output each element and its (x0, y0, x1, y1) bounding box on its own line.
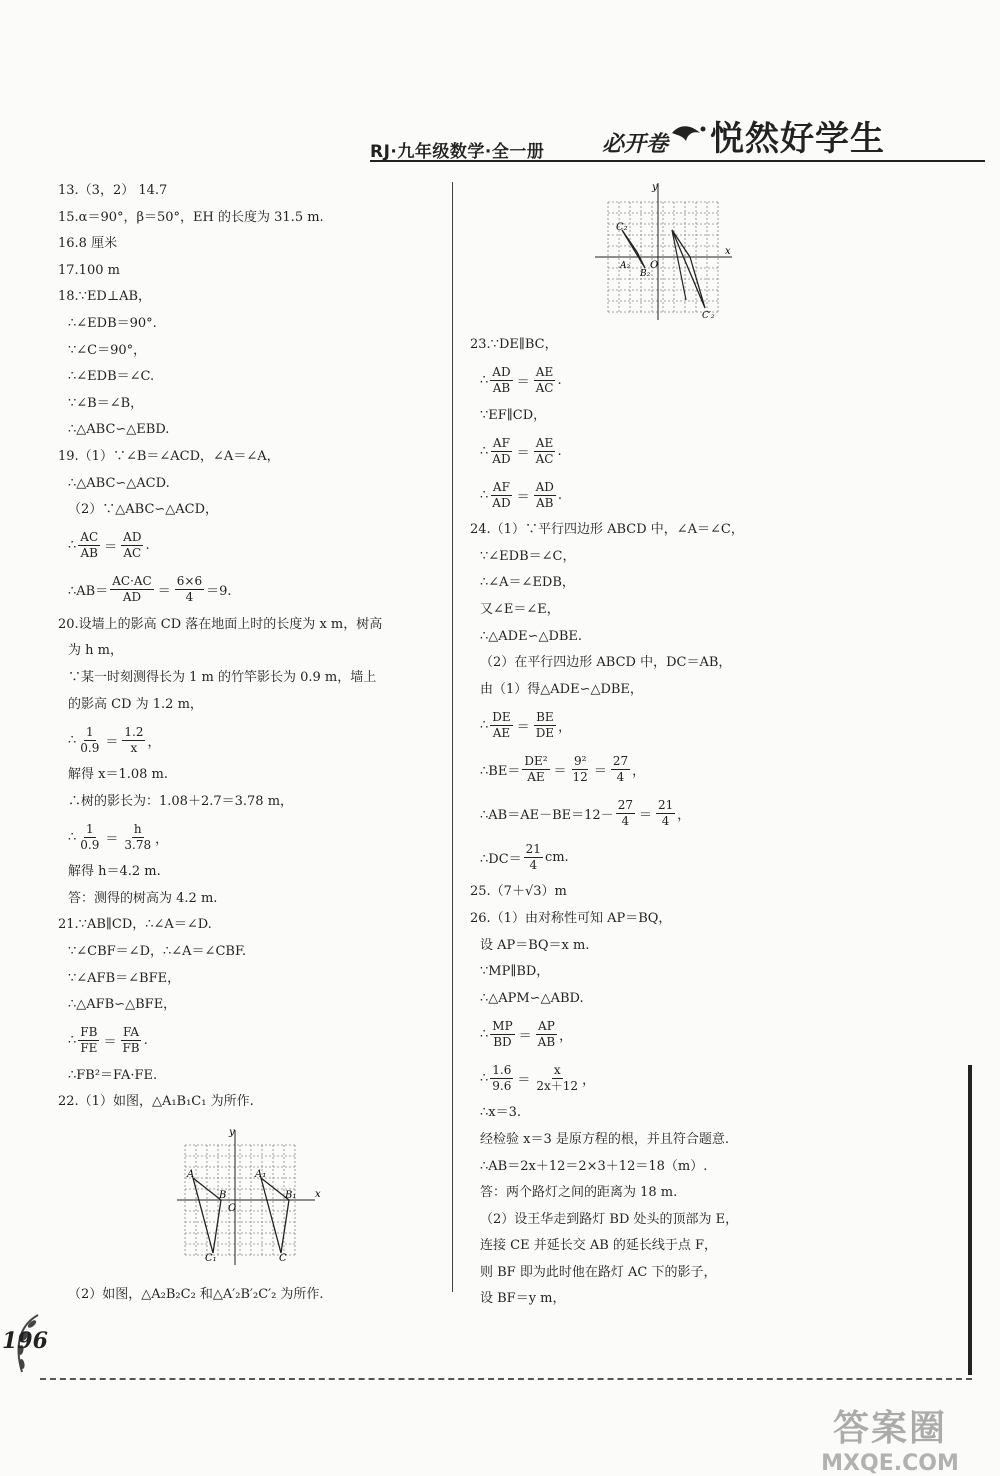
fraction: $\frac{27}{4}$ (612, 753, 629, 784)
answer-26-line: ∴x＝3. (480, 1105, 522, 1121)
fraction: $\frac{AD}{AB}$ (535, 479, 554, 510)
answer-19-line: ∴△ABC∽△ACD. (68, 475, 170, 491)
answer-18-line: ∵∠C＝90°， (68, 342, 147, 358)
answer-18-line: 18.∵ED⊥AB， (58, 289, 152, 305)
point-label: A (187, 1169, 195, 1180)
answer-18-line: ∵∠B＝∠B， (68, 395, 144, 411)
coordinate-grid-figure (590, 180, 740, 320)
answer-13-14: 13.（3，2） 14.7 (58, 183, 168, 198)
answer-25: 25.（7＋√3）m (470, 884, 567, 900)
answer-20-line: 解得 x＝1.08 m. (68, 767, 169, 783)
answer-17: 17.100 m (58, 262, 120, 278)
equation-line: ∴ $\frac{1}{0.9}$ ＝ $\frac{1.2}{x}$ ， (68, 724, 161, 755)
answer-26-line: 则 BF 即为此时他在路灯 AC 下的影子， (480, 1264, 717, 1280)
page-header (370, 105, 985, 160)
point-label: A₁ (255, 1169, 267, 1180)
answer-21-line: ∴FB²＝FA·FE. (68, 1067, 158, 1083)
fraction: $\frac{AC\cdot AC}{AD}$ (112, 574, 152, 605)
point-label: B₂ (640, 269, 651, 279)
answer-24-line: 由（1）得△ADE∽△DBE， (480, 681, 643, 697)
point-label: B (219, 1190, 227, 1201)
answer-24-line: ∴△ADE∽△DBE. (480, 628, 583, 644)
answer-20-line: 解得 h＝4.2 m. (68, 864, 161, 880)
equation-line: ∴DC＝ $\frac{21}{4}$ cm. (480, 841, 569, 872)
fraction: $\frac{x}{2x+12}$ (536, 1062, 579, 1093)
answer-23-line: ∵EF∥CD， (480, 407, 547, 423)
right-column (470, 332, 970, 1313)
answer-26-line: 26.（1）由对称性可知 AP＝BQ， (470, 910, 672, 926)
equation-line: ∴AB＝AE－BE＝12－ $\frac{27}{4}$ ＝ $\frac{21}{4}$ ， (480, 797, 691, 828)
header-divider (370, 160, 985, 162)
answer-21-line: ∵∠CBF＝∠D，∴∠A＝∠CBF. (68, 944, 247, 960)
answer-20-line: ∴树的影长为：1.08＋2.7＝3.78 m， (68, 793, 294, 809)
page-edge-mark (968, 1065, 972, 1375)
point-label: C₁ (205, 1253, 217, 1264)
answer-16: 16.8 厘米 (58, 236, 118, 252)
answer-21-line: ∴△AFB∽△BFE， (68, 997, 177, 1013)
answer-15: 15.α＝90°，β＝50°，EH 的长度为 31.5 m. (58, 209, 324, 225)
page-number: 196 (2, 1328, 48, 1354)
answer-20-line: 答：测得的树高为 4.2 m. (68, 890, 218, 906)
fraction: $\frac{FA}{FB}$ (122, 1025, 140, 1056)
equation-line: ∴ $\frac{AC}{AB}$ ＝ $\frac{AD}{AC}$ . (68, 530, 150, 561)
fraction: $\frac{AE}{AC}$ (535, 365, 554, 396)
watermark-logo: 答案圈 (832, 1408, 947, 1449)
x-axis-label: x (315, 1189, 321, 1200)
answer-26-line: （2）设王华走到路灯 BD 处头的顶部为 E， (480, 1211, 739, 1227)
equation-line: ∴ $\frac{AF}{AD}$ ＝ $\frac{AE}{AC}$ . (480, 435, 562, 466)
answer-20-line: 的影高 CD 为 1.2 m， (68, 696, 203, 712)
series-stamp: 必开卷 (602, 131, 669, 157)
fraction: $\frac{AF}{AD}$ (492, 435, 511, 466)
fraction: $\frac{6\times 6}{4}$ (176, 574, 203, 605)
answer-26-line: ∴△APM∽△ABD. (480, 990, 584, 1006)
fraction: $\frac{\text{DE²}}{AE}$ (524, 753, 548, 784)
answer-26-line: 经检验 x＝3 是原方程的根，并且符合题意. (480, 1131, 729, 1147)
fraction: $\frac{MP}{BD}$ (492, 1018, 513, 1049)
fraction: $\frac{AC}{AB}$ (80, 530, 99, 561)
fraction: $\frac{AD}{AB}$ (492, 365, 511, 396)
left-column (58, 178, 438, 1116)
answer-20-line: ∵某一时刻测得长为 1 m 的竹竿影长为 0.9 m，墙上 (68, 669, 377, 685)
fraction: $\frac{AE}{AC}$ (535, 435, 554, 466)
equation-line: ∴ $\frac{MP}{BD}$ ＝ $\frac{AP}{AB}$ ， (480, 1018, 573, 1049)
equation-line: ∴ $\frac{DE}{AE}$ ＝ $\frac{BE}{DE}$ ， (480, 709, 572, 740)
answer-21-line: ∵∠AFB＝∠BFE， (68, 970, 181, 986)
equation-line: ∴ $\frac{FB}{FE}$ ＝ $\frac{FA}{FB}$ . (68, 1025, 148, 1056)
fraction: $\frac{21}{4}$ (525, 841, 541, 872)
equation-line: ∴ $\frac{1.6}{9.6}$ ＝ $\frac{x}{2x+12}$ ， (480, 1062, 596, 1093)
fraction: $\frac{DE}{AE}$ (492, 709, 511, 740)
origin-label: O (650, 260, 659, 271)
bird-logo-icon (670, 119, 708, 149)
point-label: C′₂ (702, 311, 715, 320)
answer-26-line: 设 AP＝BQ＝x m. (480, 937, 590, 953)
brand-logo: 悦然好学生 (710, 119, 885, 159)
answer-18-line: ∴∠EDB＝∠C. (68, 369, 155, 385)
point-label: B₁ (285, 1190, 297, 1201)
equation-line: ∴ $\frac{AF}{AD}$ ＝ $\frac{AD}{AB}$ . (480, 479, 563, 510)
fraction: $\frac{1}{0.9}$ (80, 821, 100, 852)
equation-line: ∴BE＝ $\frac{\text{DE²}}{AE}$ ＝ $\frac{\text{9²}}{12}$ ＝ $\frac{27}{4}$ ， (480, 753, 646, 784)
fraction: $\frac{21}{4}$ (657, 797, 674, 828)
answer-26-line: 答：两个路灯之间的距离为 18 m. (480, 1185, 678, 1201)
answer-20-line: 20.设墙上的影高 CD 落在地面上时的长度为 x m，树高 (58, 616, 383, 632)
point-label: C₂ (616, 222, 628, 233)
answer-23-line: 23.∵DE∥BC， (470, 337, 558, 352)
answer-26-line: 连接 CE 并延长交 AB 的延长线于点 F， (480, 1238, 718, 1254)
watermark (790, 1400, 990, 1476)
fraction: $\frac{AP}{AB}$ (537, 1018, 556, 1049)
equation-line: ∴AB＝ $\frac{AC\cdot AC}{AD}$ ＝ $\frac{6\times 6}{4}$ ＝9. (68, 574, 232, 605)
x-axis-label: x (725, 246, 731, 257)
answer-21-line: 21.∵AB∥CD，∴∠A＝∠D. (58, 917, 212, 933)
answer-24-line: （2）在平行四边形 ABCD 中，DC＝AB， (480, 655, 732, 671)
answer-24-line: 24.（1）∵平行四边形 ABCD 中，∠A＝∠C， (470, 522, 744, 538)
point-label: C (279, 1253, 287, 1264)
fraction: $\frac{27}{4}$ (617, 797, 633, 828)
answer-26-line: ∵MP∥BD， (480, 964, 550, 980)
answer-20-line: 为 h m， (68, 643, 123, 659)
answer-22-line: （2）如图，△A₂B₂C₂ 和△A′₂B′₂C′₂ 为所作. (68, 1287, 324, 1302)
watermark-url: MXQE.COM (821, 1451, 959, 1476)
origin-label: O (228, 1203, 237, 1214)
answer-24-line: ∵∠EDB＝∠C， (480, 548, 576, 564)
answer-22-line: 22.（1）如图，△A₁B₁C₁ 为所作. (58, 1094, 254, 1110)
coordinate-grid-figure (175, 1125, 325, 1270)
y-axis-label: y (229, 1127, 235, 1138)
answer-24-line: 又∠E＝∠E， (480, 601, 560, 617)
footer-divider (40, 1378, 972, 1380)
fraction: $\frac{AF}{AD}$ (492, 479, 511, 510)
equation-line: ∴ $\frac{AD}{AB}$ ＝ $\frac{AE}{AC}$ . (480, 365, 562, 396)
answer-18-line: ∴∠EDB＝90°. (68, 315, 157, 331)
answer-26-line: ∴AB＝2x＋12＝2×3＋12＝18（m）. (480, 1158, 708, 1174)
fraction: $\frac{AD}{AC}$ (123, 530, 142, 561)
answer-19-line: 19.（1）∵∠B＝∠ACD，∠A＝∠A， (58, 448, 280, 464)
fraction: $\frac{BE}{DE}$ (535, 709, 555, 740)
y-axis-label: y (652, 182, 658, 193)
fraction: $\frac{FB}{FE}$ (80, 1025, 98, 1056)
column-divider (452, 182, 453, 1292)
answer-26-line: 设 BF＝y m， (480, 1291, 566, 1307)
answer-18-line: ∴△ABC∽△EBD. (68, 422, 170, 438)
equation-line: ∴ $\frac{1}{0.9}$ ＝ $\frac{h}{3.78}$ ， (68, 821, 169, 852)
fraction: $\frac{h}{3.78}$ (124, 821, 152, 852)
point-label: A₂ (620, 261, 631, 271)
book-title: RJ·九年级数学·全一册 (370, 142, 545, 162)
answer-19-line: （2）∵△ABC∽△ACD， (68, 502, 219, 518)
fraction: $\frac{\text{9²}}{12}$ (572, 753, 588, 784)
answer-24-line: ∴∠A＝∠EDB， (480, 575, 575, 591)
fraction: $\frac{1.6}{9.6}$ (492, 1062, 512, 1093)
fraction: $\frac{1}{0.9}$ (80, 724, 100, 755)
fraction: $\frac{1.2}{x}$ (124, 724, 144, 755)
